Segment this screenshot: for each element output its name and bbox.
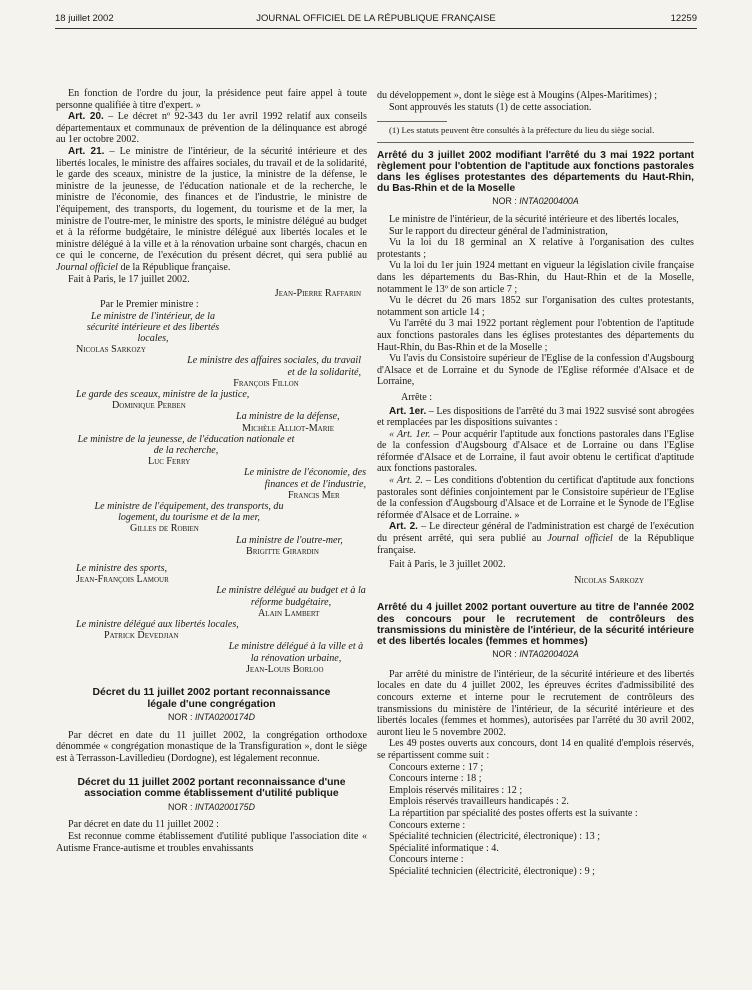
journal-officiel-ref: Journal officiel	[56, 261, 118, 273]
nor-reference	[377, 196, 694, 208]
paragraph: du développement », dont le siège est à Mougins (Alpes-Maritimes) ;	[377, 90, 658, 101]
article-label: Art. 21.	[68, 145, 105, 157]
signatory-name: Dominique Perben	[112, 400, 186, 412]
nor-label: NOR :	[168, 801, 195, 812]
signatory-title: Le ministre de l'intérieur, de la sécurité intérieure et des libertés locales,	[86, 310, 220, 344]
list-item: Concours interne : 18 ;	[389, 773, 482, 785]
article-text: – Pour acquérir l'aptitude aux fonctions pastorales dans l'Eglise de la confession d'Augsbourg d'Alsace et de Lorraine ou dans l'Eglise réformée d'Alsace et de Lorraine, il faut avoir obtenu le certificat d'aptitude aux fonctions pastorales.	[377, 428, 694, 475]
list-item: Concours externe : 17 ;	[389, 761, 484, 773]
article-label: Art. 20.	[68, 111, 104, 123]
list-item: Spécialité technicien (électricité, électronique) : 13 ;	[389, 831, 601, 843]
signatory-name: Alain Lambert	[258, 607, 320, 619]
page-header	[55, 13, 697, 27]
signatory-name: Luc Ferry	[148, 456, 191, 468]
paragraph: Sont approuvés les statuts (1) de cette association.	[389, 101, 592, 113]
signatory-name: Nicolas Sarkozy	[574, 574, 644, 586]
signatory-title: Le ministre des sports,	[76, 562, 168, 574]
nor-reference	[56, 712, 367, 724]
article-label: « Art. 1er.	[389, 428, 431, 440]
signatures-block	[56, 288, 367, 675]
signatory-name: François Fillon	[233, 377, 299, 389]
footnote: (1) Les statuts peuvent être consultés à la préfecture du lieu du siège social.	[389, 125, 655, 136]
paragraph: Vu la loi du 18 germinal an X relative à l'organisation des cultes protestants ;	[377, 237, 694, 260]
article-text: – Le directeur général de l'administration est chargé de l'exécution du présent arrêté, qui sera publié au	[377, 521, 694, 545]
header-journal-title: JOURNAL OFFICIEL DE LA RÉPUBLIQUE FRANÇAISE	[256, 13, 496, 24]
signatory-name: Gilles de Robien	[130, 523, 199, 535]
signatory-title: Le ministre de la jeunesse, de l'éducation nationale et de la recherche,	[77, 433, 295, 456]
article-text-end: de la République française.	[117, 261, 231, 273]
quoted-article-2	[377, 475, 694, 521]
signatory-title: Le ministre délégué à la ville et à la rénovation urbaine,	[228, 641, 364, 664]
paragraph: Les 49 postes ouverts aux concours, dont 14 en qualité d'emplois réservés, se répartissent comme suit :	[377, 738, 694, 761]
article-text: – Le décret nº 92-343 du 1er avril 1992 relatif aux conseils départementaux et communaux de prévention de la délinquance est abrogé au 1er octobre 2002.	[56, 111, 367, 146]
paragraph: Par arrêté du ministre de l'intérieur, de la sécurité intérieure et des libertés locales en date du 4 juillet 2002, les épreuves écrites d'admissibilité des concours externe et interne pour le recrutement de contrôleurs des transmissions du ministère de l'intérieur, de la sécurité intérieure et des libertés locales (femmes et hommes), autorisées par l'arrêté du 30 avril 2002, auront lieu le 5 novembre 2002.	[377, 668, 694, 738]
article-1	[377, 406, 694, 429]
paragraph: Par décret en date du 11 juillet 2002, la congrégation orthodoxe dénommée « congrégation monastique de la Transfiguration », dont le siège est à Terrasson-Lavilledieu (Dordogne), est légalement reconnue.	[56, 729, 367, 764]
signature-date: Fait à Paris, le 17 juillet 2002.	[68, 273, 190, 285]
article-label: Art. 2.	[389, 521, 418, 533]
signature-date: Fait à Paris, le 3 juillet 2002.	[389, 559, 506, 571]
paragraph: Vu l'avis du Consistoire supérieur de l'Eglise de la confession d'Augsbourg d'Alsace et de Lorraine et du Synode de l'Eglise réformée d'Alsace et de Lorraine,	[377, 353, 694, 388]
section-divider	[377, 142, 694, 143]
decree-title: Décret du 11 juillet 2002 portant reconnaissance légale d'une congrégation	[92, 687, 331, 710]
article-2	[377, 521, 694, 556]
quoted-article-1	[377, 429, 694, 475]
nor-code: INTA0200175D	[194, 801, 255, 812]
nor-label: NOR :	[492, 649, 520, 660]
list-item: Spécialité informatique : 4.	[389, 842, 499, 854]
article-20	[56, 111, 367, 146]
signatory-title: Le ministre délégué aux libertés locales,	[76, 618, 239, 630]
signatory-title: Le ministre de l'économie, des finances et de l'industrie,	[243, 467, 366, 490]
signatory-name: Brigitte Girardin	[246, 545, 319, 557]
nor-code: INTA0200174D	[194, 712, 255, 723]
signatory-name: Jean-Louis Borloo	[246, 663, 324, 675]
arrete-title: Arrêté du 4 juillet 2002 portant ouverture au titre de l'année 2002 des concours pour le recrutement de contrôleurs des transmissions du ministère de l'intérieur, de la sécurité intérieure et des libertés locales (femmes et hommes)	[377, 602, 694, 648]
paragraph: Est reconnue comme établissement d'utilité publique l'association dite « Autisme France-autisme et troubles envahissants	[56, 830, 367, 854]
article-text: – Les conditions d'obtention du certificat d'aptitude aux fonctions pastorales sont définies conjointement par le Consistoire supérieur de l'Eglise de la confession d'Augsbourg d'Alsace et de Lorraine et le Synode de l'Eglise réformée d'Alsace et de Lorraine. »	[377, 475, 694, 521]
signatory-title: La ministre de l'outre-mer,	[236, 534, 343, 546]
nor-label: NOR :	[492, 196, 520, 207]
right-column	[377, 90, 694, 878]
list-item: Concours interne :	[389, 854, 464, 866]
signatory-title: Le garde des sceaux, ministre de la justice,	[76, 388, 250, 400]
decree-title: Décret du 11 juillet 2002 portant reconnaissance d'une association comme établissement d'utilité publique	[77, 776, 346, 800]
list-item: Concours externe :	[389, 819, 466, 831]
arrete-heading: Arrête :	[401, 391, 433, 403]
nor-label: NOR :	[168, 712, 195, 723]
arrete-title: Arrêté du 3 juillet 2002 modifiant l'arrêté du 3 mai 1922 portant règlement pour l'obtention de l'aptitude aux fonctions pastorales dans les églises protestantes des départements du Haut-Rhin, du Bas-Rhin et de la Moselle	[377, 149, 694, 195]
list-item: Emplois réservés travailleurs handicapés : 2.	[389, 796, 569, 808]
nor-reference	[56, 802, 367, 814]
header-rule	[55, 28, 697, 29]
nor-reference	[377, 649, 694, 661]
paragraph: Vu le décret du 26 mars 1852 sur l'organisation des cultes protestants, notamment son article 14 ;	[377, 295, 694, 318]
paragraph: Le ministre de l'intérieur, de la sécurité intérieure et des libertés locales,	[389, 214, 679, 225]
nor-code: INTA0200402A	[519, 649, 579, 660]
signatory-title: La ministre de la défense,	[236, 411, 340, 423]
article-21	[56, 146, 367, 274]
signatory-name: Nicolas Sarkozy	[76, 344, 146, 356]
signatory-title: Le ministre délégué au budget et à la réforme budgétaire,	[216, 585, 366, 608]
header-date: 18 juillet 2002	[55, 13, 114, 24]
paragraph: Par décret en date du 11 juillet 2002 :	[68, 819, 219, 831]
footnote-rule	[377, 121, 447, 122]
nor-code: INTA0200400A	[519, 196, 579, 207]
left-column	[56, 88, 367, 854]
article-label: « Art. 2.	[389, 475, 423, 487]
signatory-name: Jean-Pierre Raffarin	[274, 288, 361, 300]
journal-officiel-ref: Journal officiel	[547, 533, 613, 545]
paragraph: En fonction de l'ordre du jour, la présidence peut faire appel à toute personne qualifiée à titre d'expert. »	[56, 88, 367, 111]
article-label: Art. 1er.	[389, 405, 427, 417]
list-item: Spécialité technicien (électricité, électronique) : 9 ;	[389, 865, 595, 877]
signatory-title: Le ministre des affaires sociales, du travail et de la solidarité,	[187, 355, 361, 378]
paragraph: Vu l'arrêté du 3 mai 1922 portant règlement pour l'obtention de l'aptitude aux fonctions pastorales dans les églises protestantes des départements du Haut-Rhin, du Bas-Rhin et de la Moselle ;	[377, 318, 694, 353]
paragraph: Sur le rapport du directeur général de l'administration,	[389, 225, 608, 237]
article-text: – Les dispositions de l'arrêté du 3 mai 1922 susvisé sont abrogées et remplacées par les dispositions suivantes :	[377, 405, 695, 429]
signatory-name: Michèle Alliot-Marie	[242, 422, 334, 434]
paragraph: Vu la loi du 1er juin 1924 mettant en vigueur la législation civile française dans les départements du Bas-Rhin, du Haut-Rhin et de la Moselle, notamment le 13º de son article 7 ;	[377, 260, 694, 295]
article-text-end: de la République française.	[377, 533, 694, 556]
paragraph: La répartition par spécialité des postes offerts est la suivante :	[389, 807, 638, 819]
signatory-intro: Par le Premier ministre :	[100, 299, 199, 311]
signatory-name: Francis Mer	[288, 489, 340, 501]
signatory-name: Patrick Devedjian	[104, 630, 179, 642]
article-text: – Le ministre de l'intérieur, de la sécurité intérieure et des libertés locales, le ministre des affaires sociales, du travail et de la solidarité, le garde des sceaux, ministre de la justice, la ministre de la défense, le ministre de la jeunesse, de l'éducation nationale et de la recherche, le ministre de l'économie, des finances et de l'industrie, le ministre de l'équipement, des transports, du logement, du tourisme et de la mer, la ministre de l'outre-mer, le ministre des sports, le ministre délégué au budget et à la réforme budgétaire, le ministre délégué aux libertés locales et le ministre délégué à la ville et à la rénovation urbaine sont chargés, chacun en ce qui le concerne, de l'exécution du présent décret, qui sera publié au	[56, 145, 367, 262]
list-item: Emplois réservés militaires : 12 ;	[389, 784, 523, 796]
header-page-number: 12259	[670, 13, 697, 24]
signatory-title: Le ministre de l'équipement, des transports, du logement, du tourisme et de la mer,	[94, 500, 284, 524]
signatory-name: Jean-François Lamour	[76, 574, 169, 586]
